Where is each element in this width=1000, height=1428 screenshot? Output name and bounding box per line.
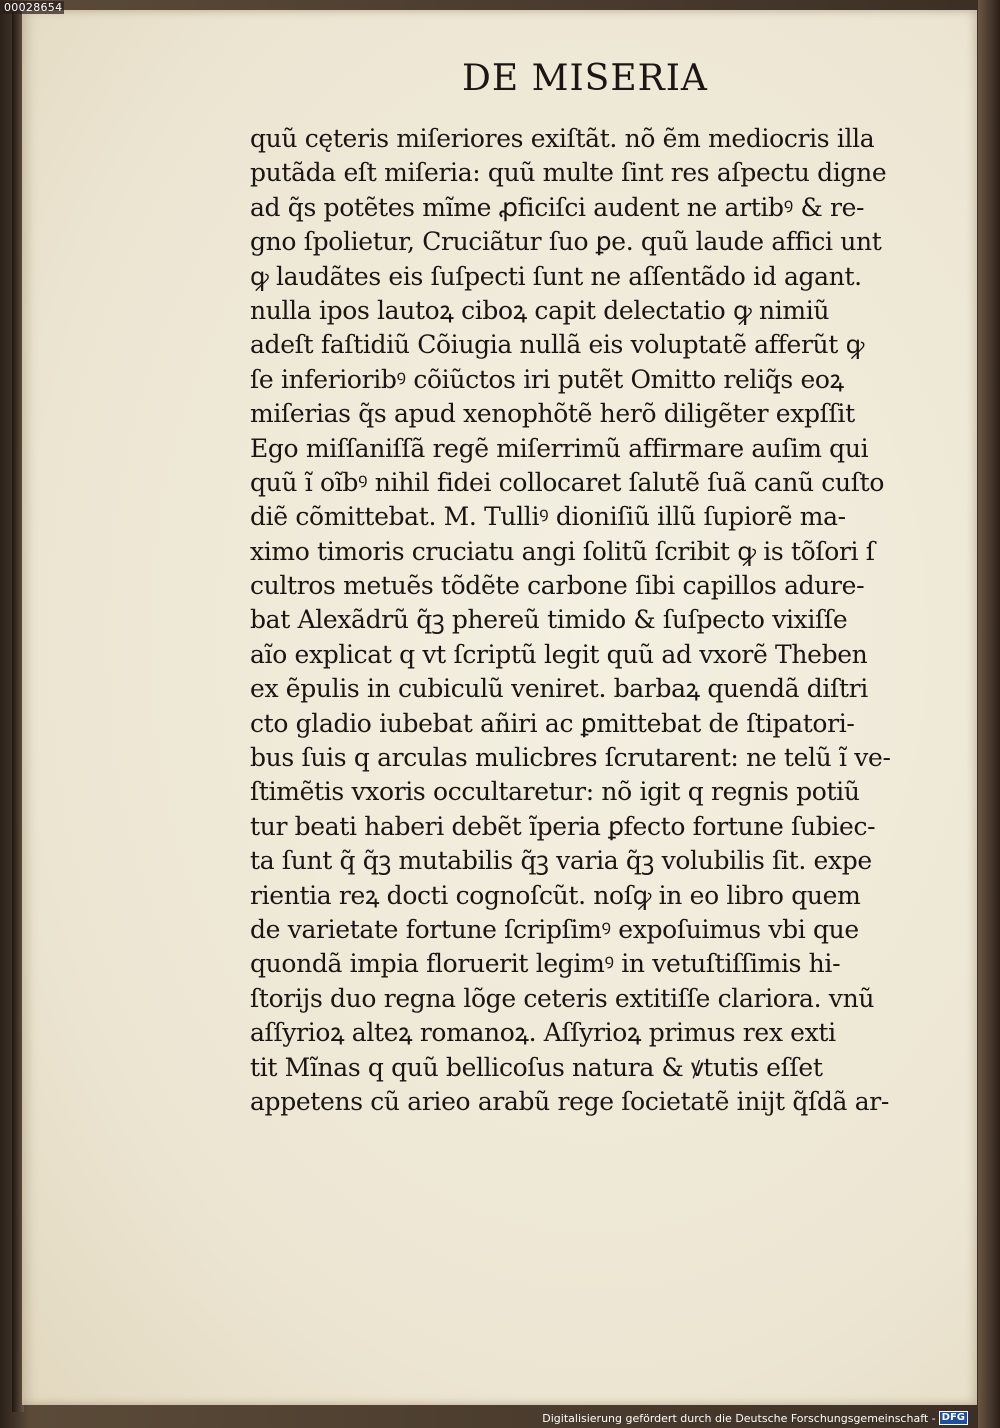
text-line: ſtimẽtis vxoris occultaretur: nõ igit q regnis potiũ: [250, 777, 860, 807]
digitization-credit: [542, 1411, 968, 1425]
book-page: [22, 10, 977, 1405]
text-line: bat Alexãdrũ q̃ꝫ phereũ timido & ſuſpecto vixiſſe: [250, 605, 848, 635]
text-line: ſe inferioribꝰ cõiũctos iri putẽt Omitto reliq̃s eoꝝ: [250, 364, 844, 394]
text-line: bus ſuis q arculas mulicbres ſcrutarent: ne telũ ĩ ve-: [250, 743, 891, 773]
text-line: nulla ipos lautoꝝ ciboꝝ capit delectatio ꝙ nimiũ: [250, 295, 830, 325]
scan-id-label: 00028654: [4, 1, 63, 14]
text-line: quũ cęteris miſeriores exiſtãt. nõ ẽm mediocris illa: [250, 124, 875, 153]
book-fore-edge: [978, 0, 1000, 1428]
text-line: aĩo explicat q vt ſcriptũ legit quũ ad vxorẽ Theben: [250, 639, 868, 669]
text-line: diẽ cõmittebat. M. Tulliꝰ dioniſiũ illũ ſupiorẽ ma-: [250, 502, 846, 532]
text-line: quondã impia floruerit legimꝰ in vetuſtiſſimis hi-: [250, 949, 841, 979]
text-line: tit Mĩnas q quũ bellicoſus natura & ꝟtutis eſſet: [250, 1052, 823, 1082]
text-line: cto gladio iubebat añiri ac ꝑmittebat de ſtipatori-: [250, 708, 855, 738]
dfg-logo-icon: DFG: [939, 1411, 968, 1425]
text-line: cultros metuẽs tõdẽte carbone ſibi capillos adure-: [250, 571, 865, 601]
text-line: miſerias q̃s apud xenophõtẽ herõ diligẽter expſſit: [250, 399, 855, 429]
text-line: ximo timoris cruciatu angi ſolitũ ſcribit ꝙ is tõſori ſ: [250, 536, 875, 566]
text-block: [250, 122, 940, 1119]
text-line: quũ ĩ oĩbꝰ nihil fidei collocaret ſalutẽ ſuã canũ cuſto: [250, 467, 885, 497]
text-line: ex ẽpulis in cubiculũ veniret. barbaꝝ quendã diſtri: [250, 674, 868, 704]
text-line: gno ſpolietur, Cruciãtur ſuo ꝑe. quũ laude affici unt: [250, 227, 882, 257]
text-line: aſſyrioꝝ alteꝝ romanoꝝ. Aſſyrioꝝ primus rex exti: [250, 1018, 836, 1048]
text-line: tur beati haberi debẽt ĩperia ꝑfecto fortune ſubiec-: [250, 811, 876, 841]
running-head: DE MISERIA: [462, 58, 708, 99]
credit-text: Digitalisierung gefördert durch die Deutsche Forschungsgemeinschaft -: [542, 1411, 936, 1425]
text-line: ad q̃s potẽtes mĩme ꝓficiſci audent ne artibꝰ & re-: [250, 192, 865, 222]
text-line: appetens cũ arieo arabũ rege ſocietatẽ inijt q̃ſdã ar-: [250, 1086, 889, 1116]
text-line: putãda eſt miſeria: quũ multe ſint res aſpectu digne: [250, 158, 887, 188]
text-line: ta ſunt q̃ q̃ꝫ mutabilis q̃ꝫ varia q̃ꝫ volubilis ſit. expe: [250, 846, 872, 876]
text-line: de varietate fortune ſcripſimꝰ expoſuimus vbi que: [250, 914, 859, 944]
text-line: ꝙ laudãtes eis ſuſpecti ſunt ne aſſentãdo id agant.: [250, 261, 862, 291]
text-line: rientia reꝝ docti cognoſcũt. noſꝙ in eo libro quem: [250, 880, 861, 910]
text-line: ſtorijs duo regna lõge ceteris extitiſſe clariora. vnũ: [250, 983, 875, 1013]
text-line: adeſt faſtidiũ Cõiugia nullã eis voluptatẽ afferũt ꝙ: [250, 330, 865, 360]
text-line: Ego miſſaniſſã regẽ miſerrimũ affirmare auſim qui: [250, 433, 869, 463]
